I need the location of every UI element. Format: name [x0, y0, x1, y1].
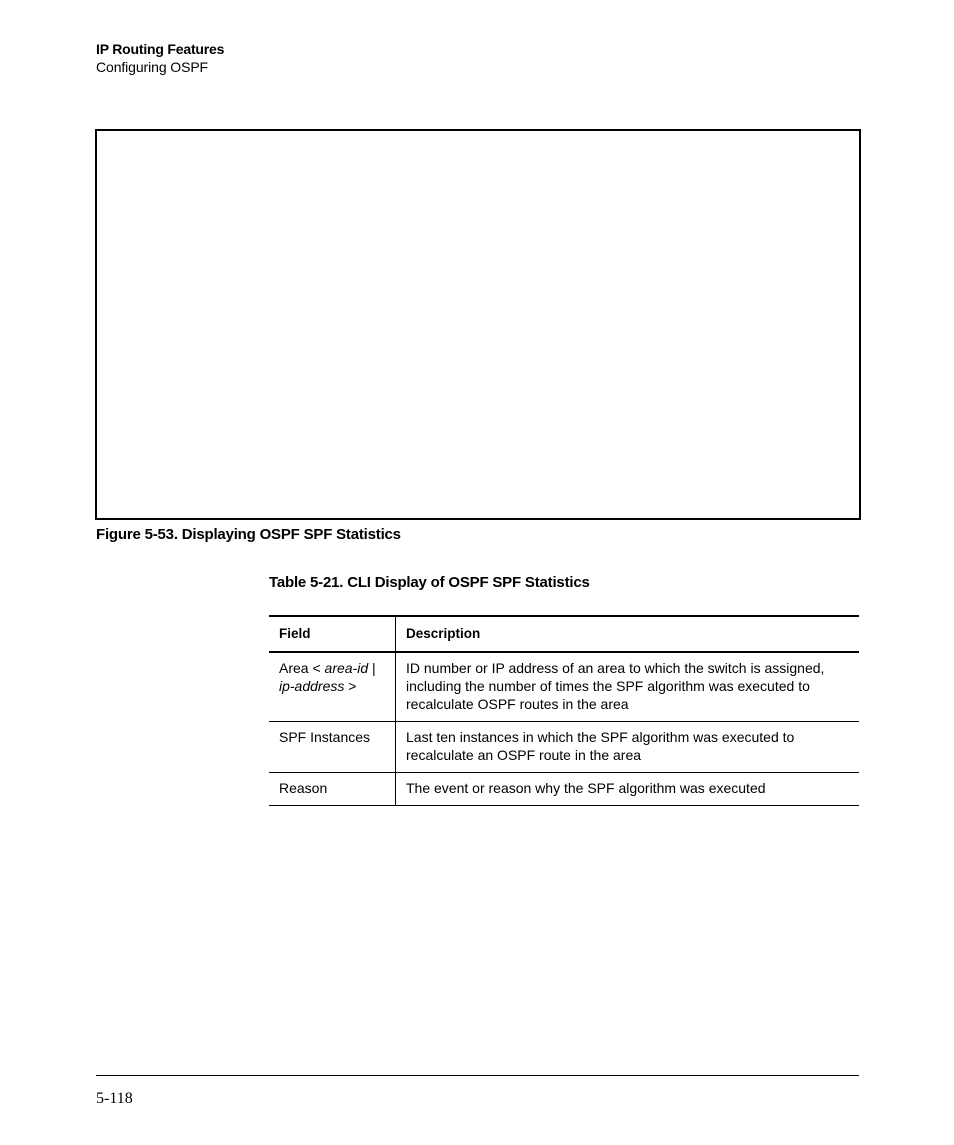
table-cell-field: Reason [269, 773, 396, 806]
table-cell-field [269, 652, 396, 722]
footer-divider [96, 1075, 859, 1076]
running-header-subsection: Configuring OSPF [96, 59, 209, 75]
column-header-field: Field [269, 616, 396, 652]
table-caption: Table 5-21. CLI Display of OSPF SPF Statistics [269, 574, 590, 591]
table-cell-description: ID number or IP address of an area to which the switch is assigned, including the number of times the SPF algorithm was executed to recalculate OSPF routes in the area [406, 660, 825, 712]
figure-caption: Figure 5-53. Displaying OSPF SPF Statistics [96, 526, 401, 543]
table-row [269, 722, 859, 773]
table-row [269, 773, 859, 806]
figure-placeholder-box [95, 129, 861, 520]
running-header-section: IP Routing Features [96, 41, 225, 57]
table-cell-description: The event or reason why the SPF algorithm was executed [406, 780, 766, 796]
field-param-ip-address: ip-address [279, 678, 345, 694]
table-cell-field: SPF Instances [269, 722, 396, 773]
field-prefix: Area < [279, 660, 325, 676]
table-row [269, 652, 859, 722]
spf-statistics-table [269, 615, 859, 806]
field-suffix: > [344, 678, 357, 694]
column-header-description: Description [406, 626, 481, 641]
page-number: 5-118 [96, 1090, 133, 1107]
table-header-row [269, 616, 859, 652]
table-cell-description: Last ten instances in which the SPF algorithm was executed to recalculate an OSPF route in the area [406, 729, 795, 763]
field-param-area-id: area-id [324, 660, 369, 676]
field-separator: | [368, 660, 376, 676]
